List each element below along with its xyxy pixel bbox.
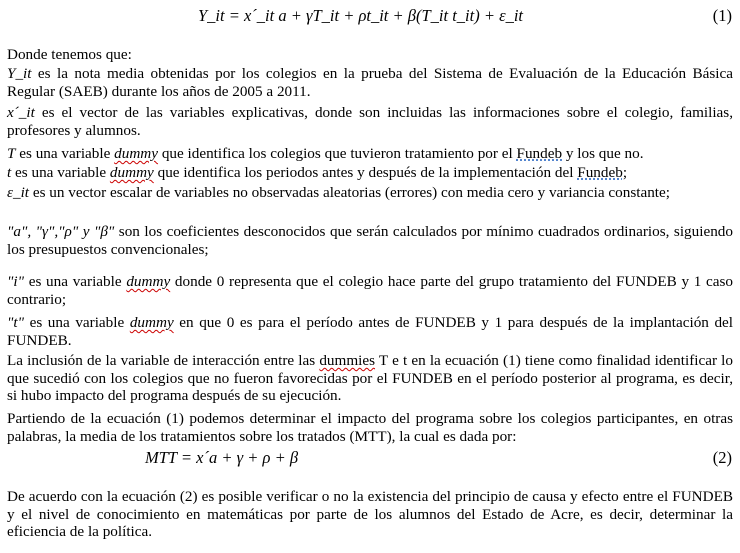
- conclusion-paragraph: [7, 488, 733, 541]
- definition-i: [7, 273, 733, 308]
- definition-i-after: donde 0 representa que el colegio hace parte del grupo tratamiento del FUNDEB y 1 caso contrario;: [7, 273, 734, 308]
- symbol-i: "i": [7, 273, 24, 290]
- intro-line: [7, 46, 733, 64]
- equation-1-number: (1): [712, 6, 732, 25]
- partiendo-text: Partiendo de la ecuación (1) podemos determinar el impacto del programa sobre los colegios participantes, en otras palabras, la media de los tratamientos sobre los tratados (MTT), la cual es dada por:: [7, 410, 733, 445]
- definition-coefficients-text: son los coeficientes desconocidos que serán calculados por mínimo cuadrados ordinarios, siguiendo los presupuestos convencionales;: [7, 223, 733, 258]
- definition-y: [7, 65, 733, 100]
- dummy-word: dummy: [126, 273, 171, 290]
- symbol-coefficients: "a", "γ","ρ" y "β": [7, 223, 115, 240]
- definition-t2-before: es una variable: [29, 314, 125, 331]
- partiendo-paragraph: [7, 410, 733, 445]
- fundeb-word: Fundeb: [516, 145, 563, 162]
- equation-2-body: MTT = x´a + γ + ρ + β: [145, 448, 299, 467]
- equation-2-number: (2): [712, 448, 732, 467]
- equation-1-body: Y_it = x´_it a + γT_it + ρt_it + β(T_it t_it) + ε_it: [198, 6, 523, 25]
- definition-T-before: es una variable: [19, 145, 111, 162]
- symbol-T: T: [7, 145, 16, 162]
- intro-text: Donde tenemos que:: [7, 46, 132, 63]
- definition-t-before: es una variable: [15, 164, 107, 181]
- conclusion-text: De acuerdo con la ecuación (2) es posible verificar o no la existencia del principio de causa y efecto entre el FUNDEB y el nivel de conocimiento en matemáticas por parte de los alumnos del Estado de Acre, es decir, determinar la eficiencia de la política.: [7, 488, 733, 541]
- definition-t2-after: en que 0 es para el período antes de FUNDEB y 1 para después de la implantación del FUNDEB.: [7, 314, 734, 349]
- dummies-word: dummies: [319, 352, 376, 369]
- definition-t: [7, 164, 733, 182]
- definition-x: [7, 104, 733, 139]
- definition-T-middle: que identifica los colegios que tuvieron tratamiento por el: [161, 145, 513, 162]
- dummy-word: dummy: [114, 145, 159, 162]
- interaction-after: T e t en la ecuación (1) tiene como finalidad identificar lo que sucedió con los colegios que no fueron favorecidas por el FUNDEB en el período posterior al programa, es decir, si hubo impacto del programa después de su ejecución.: [7, 352, 733, 405]
- definition-t2: [7, 314, 733, 349]
- definition-T: [7, 145, 733, 163]
- definition-y-text: es la nota media obtenidas por los colegios en la prueba del Sistema de Evaluación de la Educación Básica Regular (SAEB) durante los años de 2005 a 2011.: [7, 65, 733, 100]
- symbol-t2: "t": [7, 314, 24, 331]
- interaction-paragraph: [7, 352, 733, 405]
- interaction-before: La inclusión de la variable de interacción entre las: [7, 352, 316, 369]
- definition-T-after: y los que no.: [565, 145, 644, 162]
- definition-epsilon: [7, 184, 733, 202]
- definition-t-middle: que identifica los periodos antes y después de la implementación del: [157, 164, 574, 181]
- definition-coefficients: [7, 223, 733, 258]
- dummy-word: dummy: [129, 314, 174, 331]
- definition-x-text: es el vector de las variables explicativas, donde son incluidas las informaciones sobre el colegio, familias, profesores y alumnos.: [7, 104, 734, 139]
- definition-t-after: ;: [622, 164, 628, 181]
- definition-epsilon-text: es un vector escalar de variables no observadas aleatorias (errores) con media cero y variancia constante;: [32, 184, 670, 201]
- symbol-x: x´_it: [7, 104, 35, 121]
- definition-i-before: es una variable: [28, 273, 122, 290]
- fundeb-word: Fundeb: [577, 164, 623, 181]
- dummy-word: dummy: [109, 164, 154, 181]
- symbol-epsilon: ε_it: [7, 184, 30, 201]
- symbol-t: t: [7, 164, 12, 181]
- symbol-y: Y_it: [7, 65, 32, 82]
